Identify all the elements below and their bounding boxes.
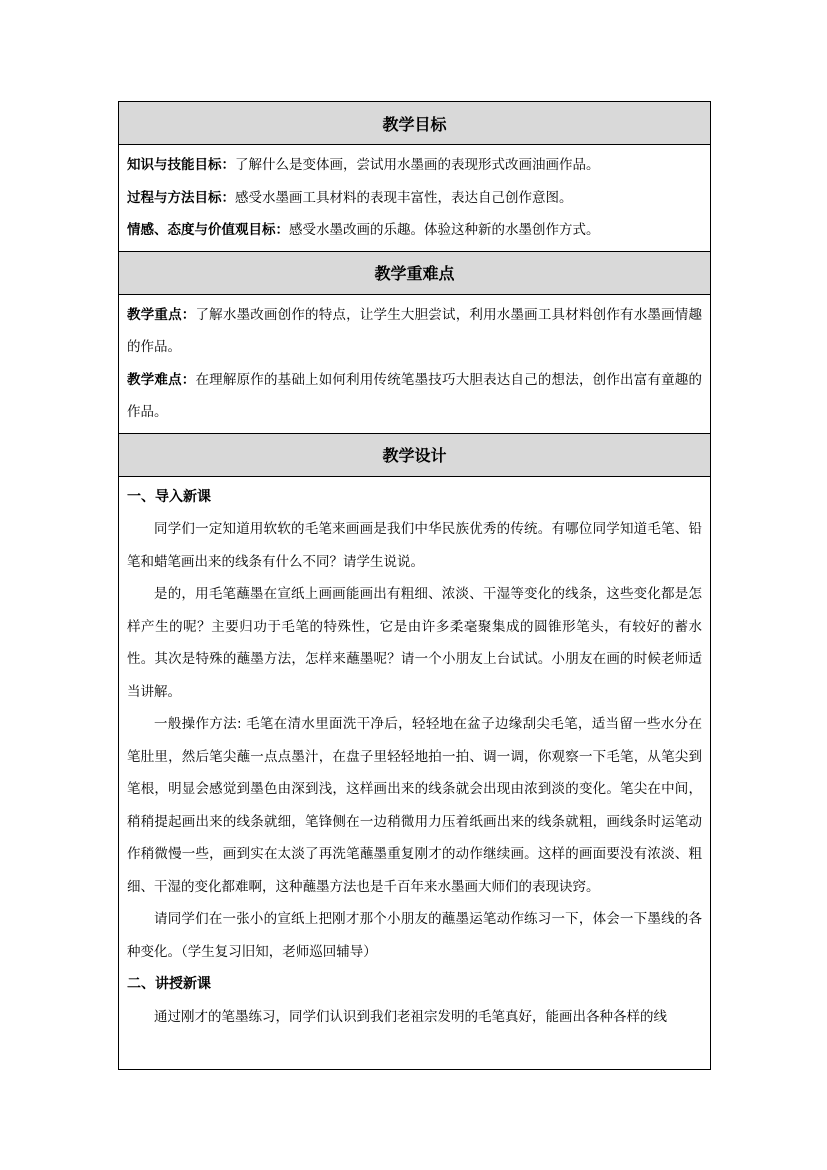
objective-knowledge [127, 149, 702, 182]
section-heading: 一、导入新课 [127, 488, 211, 505]
difficult-point [127, 364, 702, 429]
design-body [119, 476, 711, 1069]
key-point-text: 了解水墨改画创作的特点，让学生大胆尝试，利用水墨画工具材料创作有水墨画情趣的作品。 [127, 306, 703, 355]
objective-emotion [127, 214, 702, 247]
objective-text: 感受水墨改画的乐趣。体验这种新的水墨创作方式。 [289, 222, 600, 238]
key-point [127, 299, 702, 364]
difficulties-title: 教学重难点 [374, 264, 455, 283]
objectives-title: 教学目标 [382, 114, 447, 134]
design-header [119, 433, 711, 476]
paragraph: 请同学们在一张小的宣纸上把刚才那个小朋友的蘸墨运笔动作练习一下，体会一下墨线的各种变化。（学生复习旧知，老师巡回辅导） [127, 911, 702, 960]
paragraph: 是的，用毛笔蘸墨在宣纸上画画能画出有粗细、浓淡、干湿等变化的线条，这些变化都是怎样产生的呢？主要归功于毛笔的特殊性，它是由许多柔毫聚集成的圆锥形笔头，有较好的蓄水性。其次是特殊的蘸墨方法，怎样来蘸墨呢？请一个小朋友上台试试。小朋友在画的时候老师适当讲解。 [127, 586, 702, 700]
objective-text: 了解什么是变体画，尝试用水墨画的表现形式改画油画作品。 [235, 157, 600, 173]
objective-label: 知识与技能目标： [127, 157, 235, 173]
design-title: 教学设计 [382, 446, 447, 465]
difficulties-body [119, 294, 711, 433]
objective-label: 过程与方法目标： [127, 189, 235, 206]
difficult-point-text: 在理解原作的基础上如何利用传统笔墨技巧大胆表达自己的想法，创作出富有童趣的作品。 [127, 371, 703, 420]
difficulties-header [119, 251, 711, 294]
objectives-header [119, 102, 711, 145]
key-point-label: 教学重点： [127, 306, 196, 323]
lesson-plan-table [118, 101, 711, 1070]
objective-process [127, 182, 702, 215]
section-heading: 二、讲授新课 [127, 976, 211, 992]
paragraph: 通过刚才的笔墨练习，同学们认识到我们老祖宗发明的毛笔真好，能画出各种各样的线 [154, 1008, 667, 1025]
paragraph: 一般操作方法: 毛笔在清水里面洗干净后，轻轻地在盆子边缘刮尖毛笔，适当留一些水分在笔肚里，然后笔尖蘸一点点墨汁，在盘子里轻轻地拍一拍、调一调，你观察一下毛笔，从笔尖到笔根，明显会感觉到墨色由深到浅，这样画出来的线条就会出现由浓到淡的变化。笔尖在中间，稍稍提起画出来的线条就细，笔锋侧在一边稍微用力压着纸画出来的线条就粗，画线条时运笔动作稍微慢一些，画到实在太淡了再洗笔蘸墨重复刚才的动作继续画。这样的画面要没有浓淡、粗细、干湿的变化都难啊，这种蘸墨方法也是千百年来水墨画大师们的表现诀窍。 [127, 716, 702, 895]
objective-label: 情感、态度与价值观目标： [127, 222, 289, 238]
objectives-body [119, 145, 711, 252]
difficult-point-label: 教学难点： [127, 371, 196, 388]
objective-text: 感受水墨画工具材料的表现丰富性，表达自己创作意图。 [235, 189, 573, 206]
paragraph: 同学们一定知道用软软的毛笔来画画是我们中华民族优秀的传统。有哪位同学知道毛笔、铅笔和蜡笔画出来的线条有什么不同？请学生说说。 [127, 521, 702, 570]
